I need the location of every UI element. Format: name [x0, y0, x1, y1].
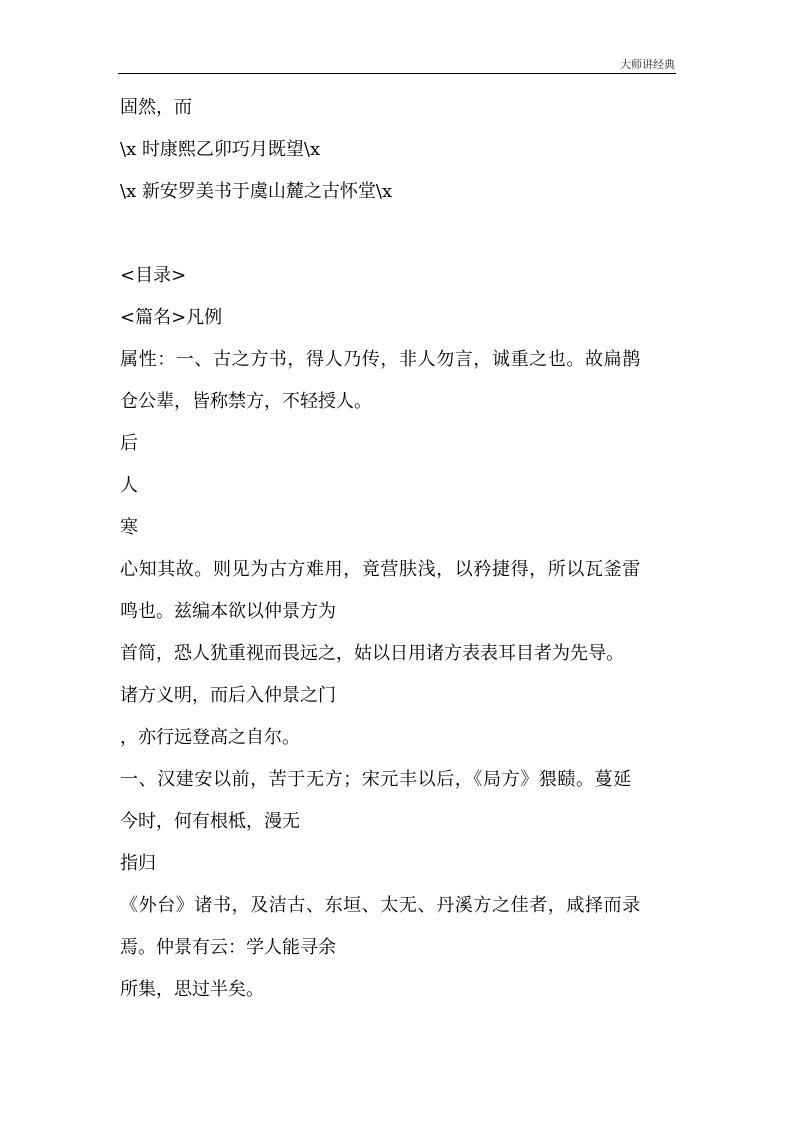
text-line: 一、汉建安以前，苦于无方；宋元丰以后，《局方》猥赜。蔓延: [120, 769, 632, 790]
text-line: 焉。仲景有云：学人能寻余: [120, 937, 336, 958]
header-title: 大师讲经典: [620, 58, 675, 71]
text-line: 诸方义明，而后入仲景之门: [120, 685, 336, 706]
blank-line: [120, 224, 680, 244]
text-line: \x 时康熙乙卯巧月既望\x: [120, 139, 321, 160]
text-line: 心知其故。则见为古方难用，竟营肤浅，以矜捷得，所以瓦釜雷: [120, 559, 641, 580]
document-body: [120, 98, 680, 1022]
text-line: 鸣也。兹编本欲以仲景方为: [120, 601, 336, 622]
text-line: <篇名>凡例: [120, 307, 223, 328]
text-line: 固然，而: [120, 97, 192, 118]
text-line: 首简，恐人犹重视而畏远之，姑以日用诸方表表耳目者为先导。: [120, 643, 624, 664]
text-line: 仓公辈，皆称禁方，不轻授人。: [120, 391, 372, 412]
text-line: 今时，何有根柢，漫无: [120, 811, 300, 832]
text-line: 属性：一、古之方书，得人乃传，非人勿言，诚重之也。故扁鹊: [120, 349, 641, 370]
text-line: \x 新安罗美书于虞山麓之古怀堂\x: [120, 181, 393, 202]
text-line: 寒: [120, 517, 138, 538]
text-line: 所集，思过半矣。: [120, 979, 264, 1000]
text-line: 后: [120, 433, 138, 454]
text-line: 指归: [120, 853, 156, 874]
text-line: ，亦行远登高之自尔。: [120, 727, 300, 748]
text-line: <目录>: [120, 265, 187, 286]
text-line: 《外台》诸书，及洁古、东垣、太无、丹溪方之佳者，咸择而录: [120, 895, 641, 916]
header-divider: [118, 73, 676, 74]
text-line: 人: [120, 475, 138, 496]
